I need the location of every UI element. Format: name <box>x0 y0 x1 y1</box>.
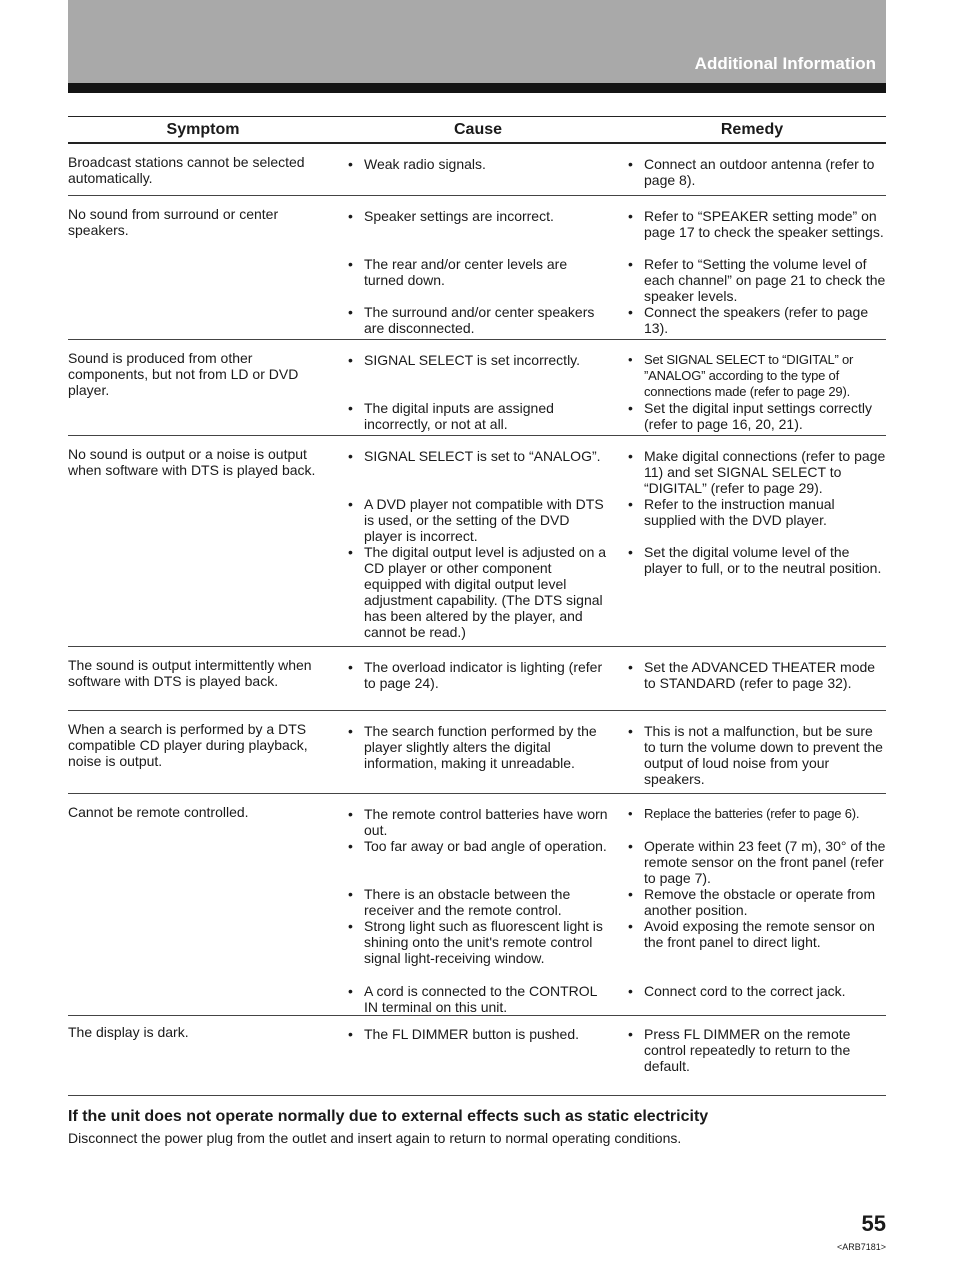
column-header-symptom: Symptom <box>166 120 240 138</box>
table-row: The sound is output intermittently when software with DTS is played back. • The overload indicator is lighting (refer to page 24). • Set the ADVANCED THEATER mode to STANDARD (refer to page 32). <box>68 647 886 711</box>
symptom-cell: Sound is produced from other components, but not from LD or DVD player. <box>68 350 299 398</box>
table-row: Sound is produced from other components, but not from LD or DVD player. • SIGNAL SELECT is set incorrectly. • The digital inputs are assigned incorrectly, or not at all. • Set SIGNAL SELECT to “DIGITAL” or ”ANALOG” according to the type of connections made (refer to page 29). • Set the digital input settings correctly (refer to page 16, 20, 21). <box>68 340 886 436</box>
symptom-cell: No sound from surround or center speakers. <box>68 206 279 238</box>
document-code: <ARB7181> <box>836 1242 886 1252</box>
note-heading: If the unit does not operate normally due to external effects such as static electricity <box>68 1108 709 1125</box>
table-row: No sound from surround or center speakers. • Speaker settings are incorrect. • The rear and/or center levels are turned down. • The surround and/or center speakers are disconnected. • Refer to “SPEAKER setting mode” on page 17 to check the speaker settings. • Refer to “Setting the volume level of each channel” on page 21 to check the speaker levels. • Connect the speakers (refer to page 13). <box>68 196 886 340</box>
symptom-cell: The sound is output intermittently when software with DTS is played back. <box>68 657 312 689</box>
note-body: Disconnect the power plug from the outlet and insert again to return to normal operating conditions. <box>68 1130 682 1146</box>
table-header <box>68 117 886 144</box>
table-row: Broadcast stations cannot be selected automatically. • Weak radio signals. • Connect an outdoor antenna (refer to page 8). <box>68 144 886 196</box>
table-row: When a search is performed by a DTS compatible CD player during playback, noise is output. • The search function performed by the player slightly alters the digital information, making it unreadable. • This is not a malfunction, but be sure to turn the volume down to prevent the output of loud noise from your speakers. <box>68 711 886 794</box>
section-title: Additional Information <box>694 54 876 73</box>
symptom-cell: The display is dark. <box>68 1024 189 1040</box>
header-bar <box>68 83 886 93</box>
table-row: Cannot be remote controlled. • The remote control batteries have worn out. • Too far away or bad angle of operation. • There is an obstacle between the receiver and the remote control. • Strong light such as fluorescent light is shining onto the unit's remote control signal light-receiving window. • A cord is connected to the CONTROL IN terminal on this unit. • Replace the batteries (refer to page 6). • Operate within 23 feet (7 m), 30° of the remote sensor on the front panel (refer to page 7). • Remove the obstacle or operate from another position. • Avoid exposing the remote sensor on the front panel to direct light. • Connect cord to the correct jack. <box>68 794 886 1016</box>
column-header-remedy: Remedy <box>720 120 784 138</box>
troubleshooting-table <box>68 116 886 1096</box>
symptom-cell: When a search is performed by a DTS compatible CD player during playback, noise is output. <box>68 721 308 769</box>
table-row: The display is dark. • The FL DIMMER button is pushed. • Press FL DIMMER on the remote control repeatedly to return to the default. <box>68 1016 886 1096</box>
column-header-cause: Cause <box>453 120 503 138</box>
symptom-cell: Broadcast stations cannot be selected automatically. <box>68 154 305 186</box>
symptom-cell: Cannot be remote controlled. <box>68 804 249 820</box>
symptom-cell: No sound is output or a noise is output when software with DTS is played back. <box>68 446 316 478</box>
header-band <box>68 0 886 83</box>
table-row: No sound is output or a noise is output when software with DTS is played back. • SIGNAL SELECT is set to “ANALOG”. • A DVD player not compatible with DTS is used, or the setting of the DVD player is incorrect. • The digital output level is adjusted on a CD player or other component equipped with digital output level adjustment capability. (The DTS signal has been altered by the player, and cannot be read.) • Make digital connections (refer to page 11) and set SIGNAL SELECT to “DIGITAL” (refer to page 29). • Refer to the instruction manual supplied with the DVD player. • Set the digital volume level of the player to full, or to the neutral position. <box>68 436 886 647</box>
page-number: 55 <box>861 1211 886 1236</box>
